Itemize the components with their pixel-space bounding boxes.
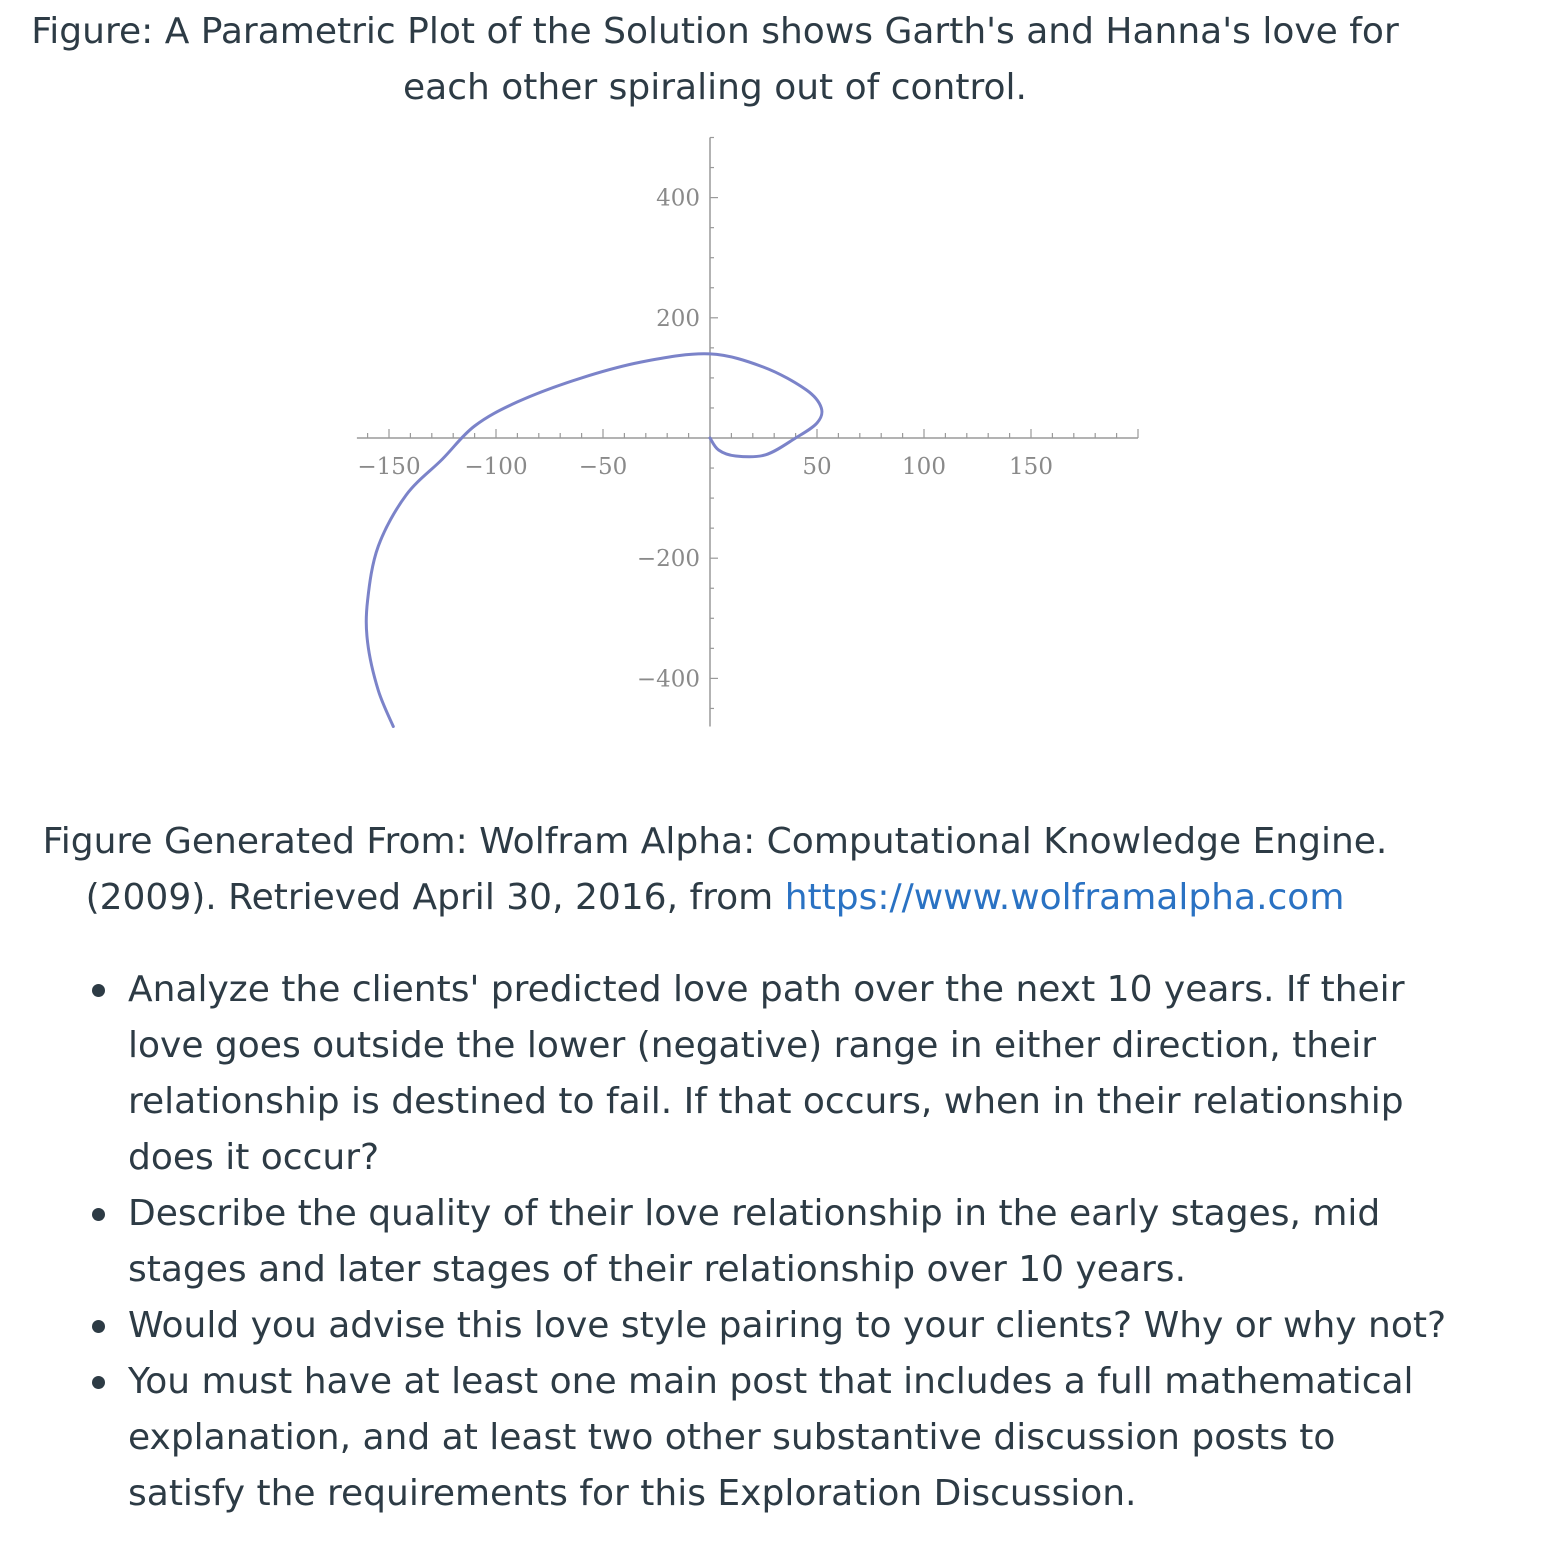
parametric-plot [330, 128, 1150, 740]
question-item: Describe the quality of their love relationship in the early stages, mid stages and later stages of their relationship over 10 years. [80, 1186, 1450, 1298]
y-tick-label: 200 [656, 305, 700, 332]
spiral-curve [366, 354, 822, 727]
figure-caption: Figure: A Parametric Plot of the Solution shows Garth's and Hanna's love for each other spiraling out of control. [31, 11, 1399, 108]
question-item: Would you advise this love style pairing to your clients? Why or why not? [80, 1298, 1450, 1354]
question-item: Analyze the clients' predicted love path over the next 10 years. If their love goes outside the lower (negative) range in either direction, their relationship is destined to fail. If that occurs, when in their relationship does it occur? [80, 962, 1450, 1186]
discussion-questions [80, 962, 1450, 1522]
x-tick-label: 150 [1009, 454, 1053, 480]
x-tick-label: −50 [578, 454, 628, 480]
x-tick-label: 100 [902, 454, 946, 480]
question-item: You must have at least one main post that includes a full mathematical explanation, and at least two other substantive discussion posts to satisfy the requirements for this Exploration Discussion. [80, 1354, 1450, 1522]
y-tick-label: −400 [636, 666, 700, 693]
parametric-plot-svg [330, 128, 1150, 740]
wolfram-alpha-link[interactable]: https://www.wolframalpha.com [784, 877, 1345, 918]
y-tick-label: −200 [636, 546, 700, 573]
x-tick-label: 50 [802, 454, 832, 480]
x-tick-label: −150 [357, 454, 421, 480]
figure-source [40, 814, 1390, 926]
x-tick-label: −100 [464, 454, 528, 480]
y-tick-label: 400 [656, 185, 700, 212]
source-text: Figure Generated From: Wolfram Alpha: Computational Knowledge Engine. (2009). Retrieved April 30, 2016, from [42, 821, 1388, 918]
